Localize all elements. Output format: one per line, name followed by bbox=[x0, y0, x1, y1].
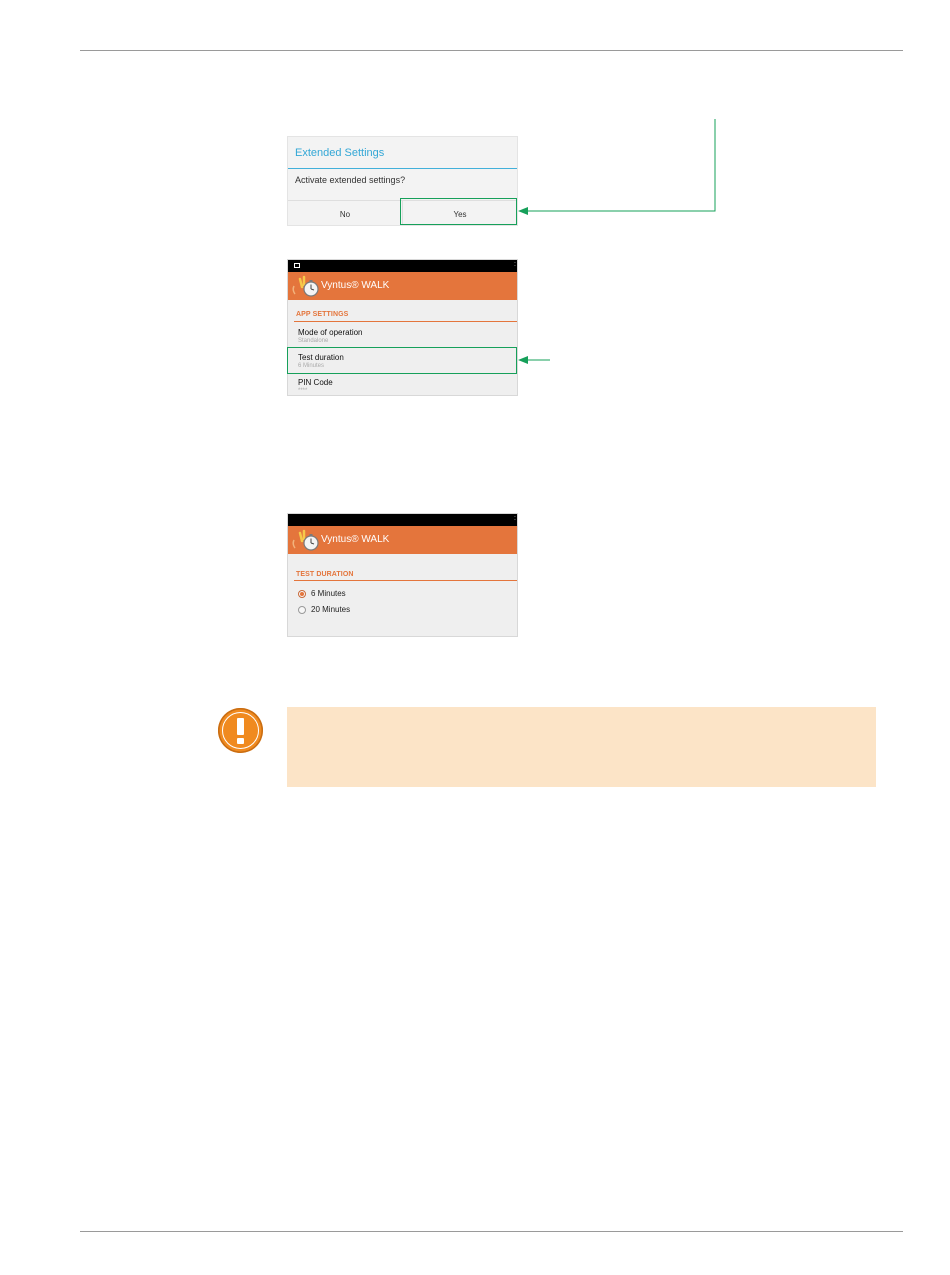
warning-icon-dot bbox=[237, 738, 244, 744]
no-button[interactable]: No bbox=[339, 210, 351, 219]
section-header: TEST DURATION bbox=[296, 571, 354, 578]
dialog-message: Activate extended settings? bbox=[295, 175, 406, 185]
yes-callout-arrowhead bbox=[518, 207, 528, 215]
setting-title: Mode of operation bbox=[298, 328, 363, 337]
status-bar-edge: : bbox=[514, 261, 516, 268]
setting-subtitle: **** bbox=[298, 388, 308, 394]
warning-icon-bar bbox=[237, 718, 244, 735]
footer-rule bbox=[80, 1231, 903, 1232]
warning-icon bbox=[218, 708, 263, 753]
notification-icon bbox=[294, 263, 300, 268]
app-title: Vyntus® WALK bbox=[321, 534, 390, 545]
dialog-title-divider bbox=[288, 168, 517, 169]
radio-label: 6 Minutes bbox=[311, 589, 346, 598]
setting-subtitle: 6 Minutes bbox=[298, 363, 325, 369]
test-duration-screen bbox=[287, 513, 518, 637]
radio-button[interactable] bbox=[298, 606, 306, 614]
setting-subtitle: Standalone bbox=[298, 338, 329, 344]
app-bar bbox=[288, 272, 517, 300]
setting-title: Test duration bbox=[298, 353, 344, 362]
app-logo-icon[interactable] bbox=[291, 528, 321, 552]
duration-callout-arrowhead bbox=[518, 356, 528, 364]
dialog-button-row bbox=[288, 200, 517, 226]
yes-callout-line bbox=[527, 119, 715, 211]
radio-label: 20 Minutes bbox=[311, 605, 351, 614]
status-bar bbox=[288, 260, 517, 272]
radio-option-20-minutes[interactable] bbox=[298, 605, 350, 614]
status-bar bbox=[288, 514, 517, 526]
section-header: APP SETTINGS bbox=[296, 311, 349, 318]
header-rule bbox=[80, 50, 903, 51]
radio-option-6-minutes[interactable] bbox=[298, 589, 346, 598]
status-bar-edge: : bbox=[514, 515, 516, 522]
yes-button[interactable]: Yes bbox=[402, 201, 517, 226]
section-divider bbox=[294, 580, 517, 581]
dialog-title: Extended Settings bbox=[295, 147, 385, 159]
app-title: Vyntus® WALK bbox=[321, 280, 390, 291]
app-logo-icon[interactable] bbox=[291, 274, 321, 298]
row-divider bbox=[288, 347, 517, 348]
setting-title: PIN Code bbox=[298, 378, 333, 387]
section-divider bbox=[294, 321, 517, 322]
app-bar bbox=[288, 526, 517, 554]
warning-box bbox=[287, 707, 876, 787]
extended-settings-dialog bbox=[287, 136, 518, 226]
radio-button[interactable] bbox=[298, 590, 306, 598]
row-divider bbox=[288, 373, 517, 374]
app-settings-screen bbox=[287, 259, 518, 396]
